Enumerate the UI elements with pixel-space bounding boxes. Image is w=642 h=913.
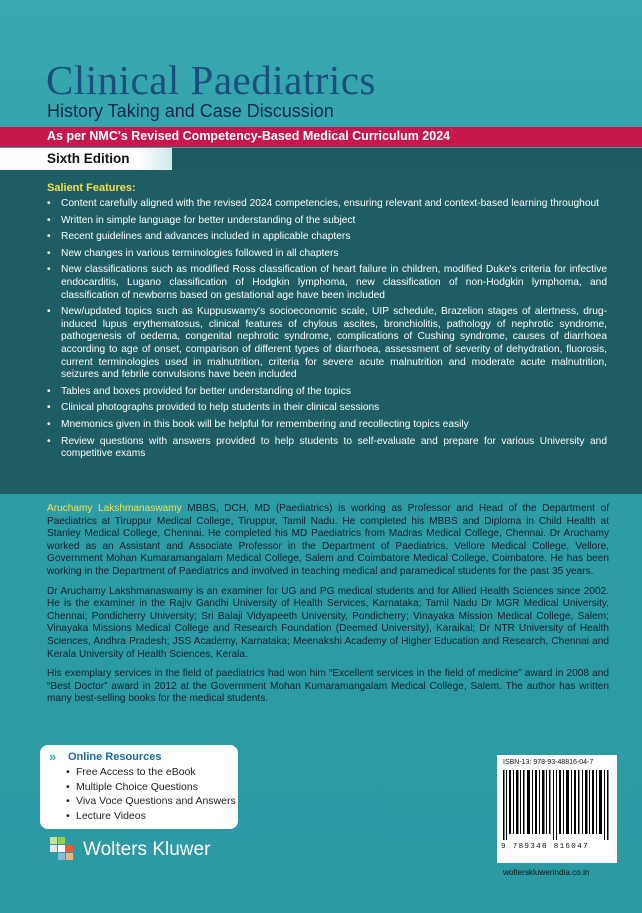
feature-item: • Review questions with answers provided to help students to self-evaluate and prepare for various University and competitive exams — [47, 436, 607, 461]
barcode-digits: 9 789348 816047 — [501, 843, 589, 851]
publisher-name: Wolters Kluwer — [83, 839, 211, 860]
online-resource-item: • Lecture Videos — [66, 809, 236, 824]
online-resources-box — [40, 745, 238, 829]
curriculum-text: As per NMC's Revised Competency-Based Medical Curriculum 2024 — [47, 129, 451, 143]
feature-item: • Recent guidelines and advances included in applicable chapters — [47, 231, 607, 244]
curriculum-band — [0, 127, 642, 147]
feature-item: • Tables and boxes provided for better understanding of the topics — [47, 386, 607, 399]
online-resource-item: • Multiple Choice Questions — [66, 780, 236, 795]
online-resources-heading: Online Resources — [68, 751, 162, 763]
feature-item: • New classifications such as modified Ross classification of heart failure in children, modified Duke's criteria for infective endocarditis, Lugano classification of Hodgkin lymphoma, new classification of non-Hodgkin lymphoma, and classification of newborns based on gestational age have been included — [47, 264, 607, 302]
author-paragraph-1 — [47, 503, 609, 579]
feature-item: • Clinical photographs provided to help students in their clinical sessions — [47, 402, 607, 415]
features-heading: Salient Features: — [47, 182, 136, 194]
author-paragraph-3: His exemplary services in the field of paediatrics had won him “Excellent services in the field of medicine” award in 2008 and “Best Doctor” award in 2012 at the Government Mohan Kumaramangalam Medical College, Salem. The author has written many best-selling books for the medical students. — [47, 668, 609, 705]
book-title: Clinical Paediatrics — [46, 57, 376, 103]
edition-tab — [0, 148, 172, 170]
features-list — [47, 198, 607, 465]
isbn-label: ISBN-13: 978-93-48816-04-7 — [503, 759, 594, 766]
double-chevron-icon: » — [49, 749, 57, 764]
author-paragraph-1-text: MBBS, DCH, MD (Paediatrics) is working as Professor and Head of the Department of Paediatrics at Tiruppur Medical College, Tiruppur, Tamil Nadu. He completed his MBBS and Diploma in Child Health at Stanley Medical College, Chennai. He completed his MD Paediatrics from Madras Medical College, Chennai. Dr Aruchamy worked as an Assistant and Associate Professor in the Department of Paediatrics, Vellore Medical College, Vellore, Government Mohan Kumaramangalam Medical College, Salem and Coimbatore Medical College, Coimbatore. He has been working in the Department of Paediatrics and involved in teaching medical and paramedical students for the past 35 years. — [47, 503, 609, 577]
barcode — [497, 755, 617, 863]
feature-item: • Written in simple language for better understanding of the subject — [47, 215, 607, 228]
salient-features-box — [0, 170, 642, 494]
feature-item: • New/updated topics such as Kuppuswamy's socioeconomic scale, UIP schedule, Brazelion stages of alertness, drug-induced lupus erythematosus, clinical features of chylous ascites, bronchiolitis, pathology of nephrotic syndrome, pathogenesis of oedema, congenital nephrotic syndrome, complications of Cushing syndrome, causes of diarrhoea according to age of onset, comparison of different types of diarrhoea, assessment of severity of dehydration, fluorosis, current terminologies used in malnutrition, criteria for severe acute malnutrition and moderate acute malnutrition, seizures and febrile convulsions have been included — [47, 306, 607, 382]
book-subtitle: History Taking and Case Discussion — [47, 101, 334, 121]
author-paragraph-2: Dr Aruchamy Lakshmanaswamy is an examiner for UG and PG medical students and for Allied Health Sciences since 2002. He is the examiner in the Rajiv Gandhi University of Health Services, Karnataka; Tamil Nadu Dr MGR Medical University, Chennai; Pondicherry University; Sri Balaji Vidyapeeth University, Pondicherry; Vinayaka Mission Medical College, Salem; Vinayaka Missions Medical College and Research Foundation (Deemed University), Karaikal; Dr NTR University of Health Sciences, Andhra Pradesh; JSS Academy, Karnataka; Meenakshi Academy of Higher Education and Research, Chennai and Kerala University of Health Sciences, Kerala. — [47, 585, 609, 660]
online-resources-list — [66, 765, 236, 823]
online-resource-item: • Free Access to the eBook — [66, 765, 236, 780]
online-resource-item: • Viva Voce Questions and Answers — [66, 794, 236, 809]
feature-item: • Content carefully aligned with the revised 2024 competencies, ensuring relevant and context-based learning throughout — [47, 198, 607, 211]
publisher-website: wolterskluwerindia.co.in — [503, 868, 590, 877]
barcode-bars — [503, 770, 611, 840]
author-name: Aruchamy Lakshmanaswamy — [47, 503, 182, 514]
author-bio — [47, 503, 609, 713]
feature-item: • Mnemonics given in this book will be helpful for remembering and recollecting topics easily — [47, 419, 607, 432]
feature-item: • New changes in various terminologies followed in all chapters — [47, 248, 607, 261]
wolters-kluwer-icon — [50, 837, 74, 861]
edition-label: Sixth Edition — [47, 151, 130, 166]
